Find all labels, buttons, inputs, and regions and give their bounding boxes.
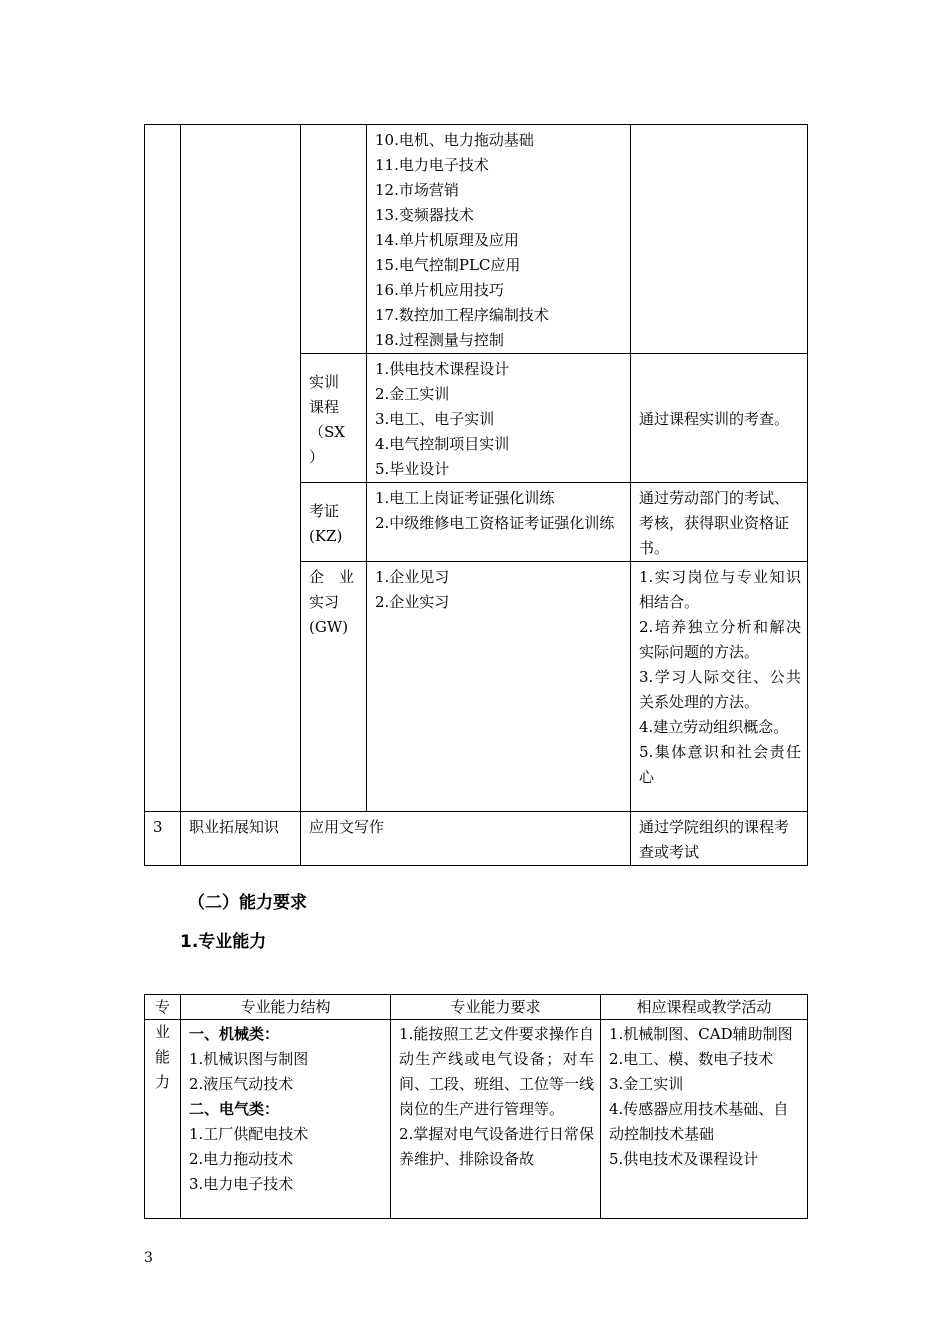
list-item: 4.传感器应用技术基础、自动控制技术基础 [609, 1100, 789, 1143]
assessment-item: 2.培养独立分析和解决实际问题的方法。 [639, 618, 801, 661]
course-item: 11.电力电子技术 [375, 156, 489, 174]
list-item: 1.能按照工艺文件要求操作自动生产线或电气设备；对车间、工段、班组、工位等一线岗位的生产进行管理等。 [399, 1025, 595, 1118]
course-item: 10.电机、电力拖动基础 [375, 131, 534, 149]
row-label: 业 能 力 [145, 1020, 181, 1219]
course-item: 15.电气控制PLC应用 [375, 256, 521, 274]
category-label: 职业拓展知识 [181, 812, 301, 866]
header-cell: 专业能力要求 [391, 995, 601, 1020]
practical-label: 实训 课程 （SX ） [301, 354, 367, 483]
header-cell: 专业能力结构 [181, 995, 391, 1020]
list-item: 1.机械制图、CAD辅助制图 [609, 1025, 793, 1043]
page-number: 3 [144, 1250, 153, 1266]
list-item: 3.金工实训 [609, 1075, 684, 1093]
courses-cell [601, 1020, 808, 1219]
list-item: 3.电力电子技术 [189, 1175, 294, 1193]
professional-course-list [367, 125, 631, 354]
course-item: 16.单片机应用技巧 [375, 281, 504, 299]
course-type-cell [301, 125, 367, 354]
course-item: 18.过程测量与控制 [375, 331, 504, 349]
assessment-item: 3.学习人际交往、公共关系处理的方法。 [639, 668, 801, 711]
course-item: 1.电工上岗证考证强化训练 [375, 489, 555, 507]
list-item: 5.供电技术及课程设计 [609, 1150, 759, 1168]
category-cell [181, 125, 301, 812]
course-item: 1.供电技术课程设计 [375, 360, 510, 378]
course-item: 1.企业见习 [375, 568, 450, 586]
category-heading: 二、电气类： [189, 1100, 280, 1118]
course-item: 17.数控加工程序编制技术 [375, 306, 549, 324]
course-item: 3.电工、电子实训 [375, 410, 495, 428]
ability-table [144, 994, 808, 1219]
course-item: 12.市场营销 [375, 181, 459, 199]
row-number: 3 [145, 812, 181, 866]
internship-assessment [631, 562, 808, 812]
assessment-item: 1.实习岗位与专业知识相结合。 [639, 568, 801, 611]
internship-label: 企 业 实习 (GW) [301, 562, 367, 812]
curriculum-table [144, 124, 808, 866]
section-title: （二）能力要求 [188, 893, 307, 913]
assessment-text: 通过学院组织的课程考查或考试 [631, 812, 808, 866]
list-item: 2.电工、模、数电子技术 [609, 1050, 774, 1068]
internship-course-list [367, 562, 631, 812]
course-item: 13.变频器技术 [375, 206, 474, 224]
certificate-assessment: 通过劳动部门的考试、考核，获得职业资格证书。 [631, 483, 808, 562]
header-cell: 相应课程或教学活动 [601, 995, 808, 1020]
category-heading: 一、机械类： [189, 1025, 280, 1043]
course-item: 2.金工实训 [375, 385, 450, 403]
subsection-title: 1.专业能力 [180, 932, 267, 952]
assessment-cell [631, 125, 808, 354]
list-item: 2.电力拖动技术 [189, 1150, 294, 1168]
structure-cell [181, 1020, 391, 1219]
requirements-cell [391, 1020, 601, 1219]
course-item: 4.电气控制项目实训 [375, 435, 510, 453]
course-name: 应用文写作 [301, 812, 631, 866]
course-item: 14.单片机原理及应用 [375, 231, 519, 249]
course-item: 2.中级维修电工资格证考证强化训练 [375, 514, 615, 532]
course-item: 5.毕业设计 [375, 460, 450, 478]
assessment-item: 5.集体意识和社会责任心 [639, 743, 801, 786]
row-number-cell [145, 125, 181, 812]
list-item: 1.工厂供配电技术 [189, 1125, 309, 1143]
assessment-item: 4.建立劳动组织概念。 [639, 718, 789, 736]
list-item: 2.掌握对电气设备进行日常保养维护、排除设备故 [399, 1125, 594, 1168]
list-item: 2.液压气动技术 [189, 1075, 294, 1093]
list-item: 1.机械识图与制图 [189, 1050, 309, 1068]
practical-course-list [367, 354, 631, 483]
course-item: 2.企业实习 [375, 593, 450, 611]
practical-assessment: 通过课程实训的考查。 [631, 354, 808, 483]
certificate-course-list [367, 483, 631, 562]
certificate-label: 考证 (KZ) [301, 483, 367, 562]
header-cell: 专 [145, 995, 181, 1020]
